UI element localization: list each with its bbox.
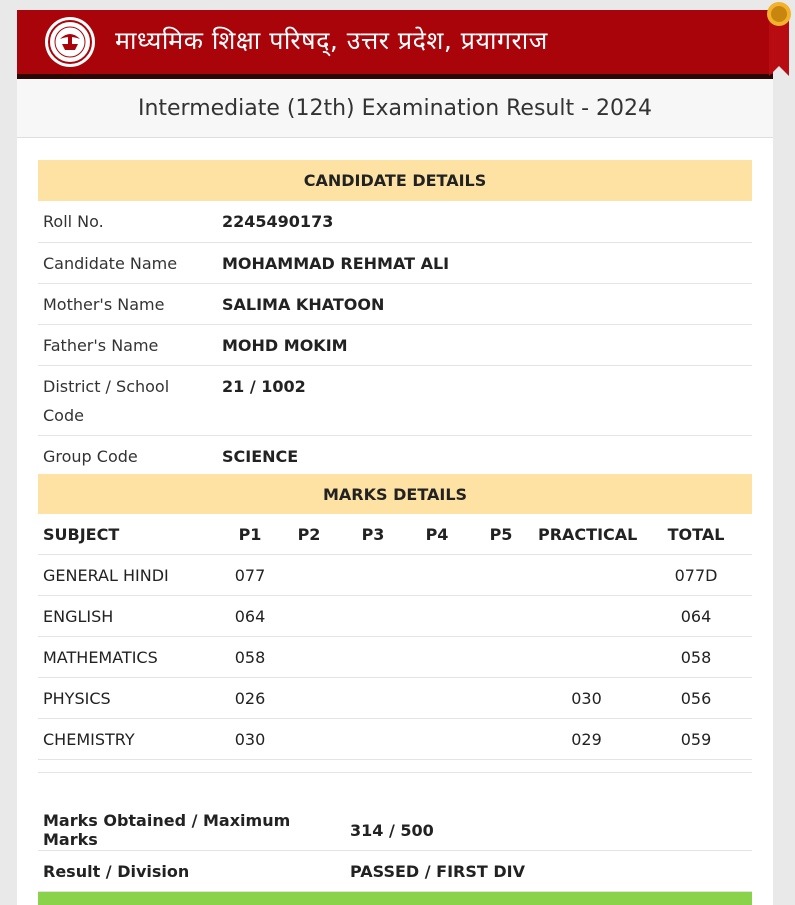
up-board-emblem-icon [45,17,95,67]
result-label: Result / Division [38,851,345,892]
detail-row [38,242,752,283]
detail-label: Candidate Name [38,242,217,283]
marks-cell [469,596,533,637]
column-header: P5 [469,514,533,555]
candidate-details-table [38,160,752,477]
table-row [38,596,752,637]
marks-cell [341,555,405,596]
total-cell: 059 [640,719,752,760]
detail-value: MOHAMMAD REHMAT ALI [217,242,752,283]
table-row [38,637,752,678]
detail-row [38,324,752,365]
result-value: PASSED / FIRST DIV [345,851,752,892]
table-row [38,678,752,719]
marks-cell: 030 [223,719,277,760]
marks-cell: 064 [223,596,277,637]
result-row [38,851,752,892]
marks-details-heading: MARKS DETAILS [38,474,752,514]
marks-cell [277,678,341,719]
marks-cell [405,719,469,760]
detail-row [38,365,752,435]
column-header: SUBJECT [38,514,223,555]
marks-header-row [38,514,752,555]
marks-cell [469,637,533,678]
subject-cell: CHEMISTRY [38,719,223,760]
detail-value: SCIENCE [217,435,752,476]
result-status-bar [38,892,752,905]
table-row [38,719,752,760]
subject-cell: MATHEMATICS [38,637,223,678]
exam-title: Intermediate (12th) Examination Result - 2024 [17,79,773,138]
marks-cell [277,637,341,678]
total-cell: 058 [640,637,752,678]
marks-cell [405,596,469,637]
marks-cell [469,719,533,760]
total-cell: 056 [640,678,752,719]
marks-cell [341,596,405,637]
marks-cell: 026 [223,678,277,719]
board-name: माध्यमिक शिक्षा परिषद्, उत्तर प्रदेश, प्रयागराज [115,26,548,55]
marks-cell [341,719,405,760]
subject-cell: ENGLISH [38,596,223,637]
marks-cell: 077 [223,555,277,596]
marks-cell [277,596,341,637]
page-header [17,10,773,79]
column-header: PRACTICAL [533,514,640,555]
detail-value: 21 / 1002 [217,365,752,435]
detail-row [38,283,752,324]
marks-cell [277,719,341,760]
detail-value: MOHD MOKIM [217,324,752,365]
marks-cell [405,678,469,719]
marks-obtained-value: 314 / 500 [345,810,752,851]
marks-cell [469,678,533,719]
detail-label: District / School Code [38,365,217,435]
marks-cell [341,637,405,678]
marks-cell [277,555,341,596]
detail-label: Roll No. [38,201,217,242]
detail-value: SALIMA KHATOON [217,283,752,324]
column-header: P2 [277,514,341,555]
subject-cell: GENERAL HINDI [38,555,223,596]
column-header: TOTAL [640,514,752,555]
marks-cell [405,555,469,596]
result-page [17,10,773,905]
column-header: P1 [223,514,277,555]
award-ribbon-icon [763,0,795,76]
marks-cell [341,678,405,719]
marks-cell [469,555,533,596]
practical-cell: 029 [533,719,640,760]
detail-row [38,435,752,476]
column-header: P3 [341,514,405,555]
practical-cell [533,637,640,678]
marks-cell: 058 [223,637,277,678]
practical-cell: 030 [533,678,640,719]
table-row [38,555,752,596]
practical-cell [533,555,640,596]
summary-table [38,810,752,892]
total-cell: 077D [640,555,752,596]
detail-label: Group Code [38,435,217,476]
spacer-row [38,760,752,773]
detail-row [38,201,752,242]
detail-label: Mother's Name [38,283,217,324]
marks-details-table [38,474,752,773]
practical-cell [533,596,640,637]
marks-cell [405,637,469,678]
detail-label: Father's Name [38,324,217,365]
marks-obtained-row [38,810,752,851]
subject-cell: PHYSICS [38,678,223,719]
detail-value: 2245490173 [217,201,752,242]
candidate-details-heading: CANDIDATE DETAILS [38,160,752,201]
total-cell: 064 [640,596,752,637]
column-header: P4 [405,514,469,555]
marks-obtained-label: Marks Obtained / Maximum Marks [38,810,345,851]
